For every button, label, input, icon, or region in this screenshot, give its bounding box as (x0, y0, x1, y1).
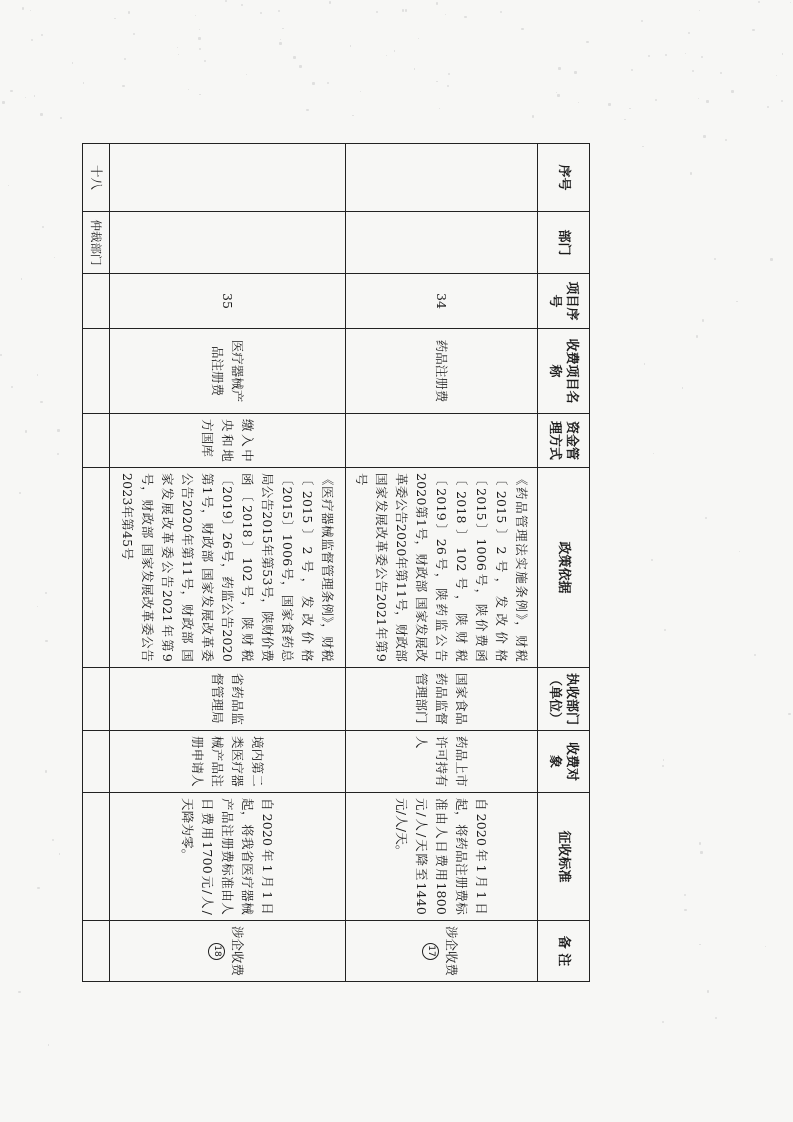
scan-speck (685, 53, 686, 54)
scan-speck (736, 301, 738, 303)
scan-speck (662, 1021, 664, 1023)
cell-standard (83, 793, 110, 921)
header-fund-mgmt: 资金管理方式 (538, 414, 590, 468)
scan-speck (10, 90, 13, 93)
scan-speck (682, 387, 683, 388)
scan-speck (663, 759, 664, 760)
scan-speck (37, 374, 39, 376)
scan-speck (641, 20, 642, 21)
scan-speck (59, 853, 60, 854)
scan-speck (707, 990, 709, 992)
scan-speck (45, 640, 48, 643)
scan-speck (293, 56, 296, 59)
scan-speck (781, 100, 783, 102)
scan-speck (445, 14, 446, 15)
cell-seq (346, 144, 538, 212)
cell-seq (110, 144, 346, 212)
scan-speck (699, 10, 700, 11)
cell-remarks (346, 921, 538, 982)
scan-speck (8, 185, 9, 186)
scan-speck (376, 11, 378, 13)
scan-speck (124, 58, 126, 60)
scan-speck (688, 32, 690, 34)
scan-speck (246, 74, 247, 75)
scan-speck (500, 11, 502, 13)
cell-fund-mgmt (346, 414, 538, 468)
scan-speck (45, 592, 47, 594)
scan-speck (662, 765, 664, 767)
scan-speck (698, 98, 699, 99)
scan-speck (241, 4, 243, 6)
cell-target (83, 731, 110, 793)
cell-standard: 自2020年1月1日起，将我省医疗器械产品注册费标准由人日费用1700元/人/天降为零。 (110, 793, 346, 921)
scan-speck (684, 909, 687, 912)
scan-speck (405, 9, 407, 11)
scan-speck (556, 92, 557, 93)
header-row (538, 144, 590, 982)
scan-speck (25, 97, 26, 98)
scan-speck (701, 56, 702, 57)
scan-speck (195, 15, 197, 17)
scan-speck (690, 172, 693, 175)
scan-speck (765, 946, 766, 947)
scan-speck (19, 492, 21, 494)
scan-speck (199, 94, 201, 96)
scan-speck (558, 67, 561, 70)
scan-speck (436, 81, 438, 83)
scan-speck (45, 770, 47, 772)
cell-dept: 仲裁部门 (83, 212, 110, 274)
scan-speck (702, 319, 705, 322)
scan-speck (2, 101, 5, 104)
header-item-name: 收费项目名称 (538, 329, 590, 414)
scan-speck (52, 839, 54, 841)
scan-speck (57, 429, 60, 432)
scan-speck (128, 11, 130, 13)
scan-speck (790, 2, 791, 3)
cell-fund-mgmt (83, 414, 110, 468)
scan-speck (700, 851, 702, 853)
scan-speck (72, 62, 73, 63)
scan-speck (631, 69, 633, 71)
scan-speck (414, 68, 415, 69)
scan-speck (653, 453, 654, 454)
scan-speck (655, 99, 657, 101)
scan-speck (48, 1044, 49, 1045)
scan-speck (40, 401, 42, 403)
fee-table (82, 143, 590, 982)
scan-speck (57, 453, 59, 455)
scan-speck (696, 335, 699, 338)
remarks-text: 涉企收费 (230, 926, 246, 977)
scan-speck (739, 551, 740, 552)
header-target: 收费对象 (538, 731, 590, 793)
scan-speck (692, 70, 694, 72)
cell-item-name: 医疗器械产品注册费 (110, 329, 346, 414)
circled-note-number: 18 (209, 943, 226, 960)
cell-target: 药品上市许可持有人 (346, 731, 538, 793)
cell-item-no (83, 274, 110, 329)
scan-speck (699, 842, 702, 845)
scan-speck (34, 95, 35, 96)
cell-target: 境内第二类医疗器械产品注册申请人 (110, 731, 346, 793)
scan-speck (464, 16, 466, 18)
header-basis: 政策依据 (538, 468, 590, 668)
cell-fund-mgmt: 缴入中央和地方国库 (110, 414, 346, 468)
scan-speck (715, 1017, 717, 1019)
scan-speck (644, 363, 646, 365)
scan-speck (31, 39, 33, 41)
cell-remarks (83, 921, 110, 982)
scan-speck (282, 28, 284, 30)
scan-speck (352, 115, 353, 116)
scan-speck (758, 1, 760, 3)
scan-speck (204, 60, 206, 62)
scan-speck (327, 82, 329, 84)
cell-dept (346, 212, 538, 274)
scan-speck (0, 354, 2, 356)
scan-speck (21, 278, 22, 279)
scan-speck (703, 135, 706, 138)
scan-speck (394, 50, 395, 51)
circled-note-number: 17 (423, 943, 440, 960)
cell-dept (110, 212, 346, 274)
scan-speck (350, 45, 351, 46)
scan-speck (30, 10, 31, 11)
rotated-table-container (85, 143, 590, 981)
scan-speck (788, 713, 791, 716)
cell-seq: 十八 (83, 144, 110, 212)
scan-speck (42, 226, 44, 228)
scan-speck (386, 55, 387, 56)
scan-speck (557, 94, 560, 97)
cell-item-no: 35 (110, 274, 346, 329)
header-seq: 序号 (538, 144, 590, 212)
scan-speck (278, 10, 281, 13)
cell-remarks (110, 921, 346, 982)
scan-speck (705, 517, 708, 520)
scan-speck (447, 85, 449, 87)
scan-speck (608, 103, 611, 106)
scan-speck (586, 41, 589, 44)
cell-item-name: 药品注册费 (346, 329, 538, 414)
scan-speck (122, 85, 124, 87)
scan-speck (83, 82, 84, 83)
scan-speck (578, 102, 579, 103)
scan-speck (279, 42, 282, 45)
scan-speck (521, 28, 523, 30)
table-row (346, 144, 538, 982)
scan-speck (360, 91, 361, 92)
scan-speck (752, 29, 754, 31)
scan-speck (720, 72, 722, 74)
scan-speck (706, 100, 709, 103)
scan-speck (402, 9, 405, 12)
header-dept: 部门 (538, 212, 590, 274)
scan-speck (574, 71, 577, 74)
scan-speck (329, 1, 332, 4)
scan-speck (731, 90, 734, 93)
scan-speck (418, 38, 419, 39)
scan-speck (280, 39, 281, 40)
table-row (110, 144, 346, 982)
scan-speck (725, 139, 727, 141)
scan-speck (624, 119, 625, 120)
scan-speck (177, 47, 178, 48)
scan-speck (260, 12, 262, 14)
cell-agency: 国家食品药品监督管理部门 (346, 668, 538, 731)
scan-speck (306, 109, 308, 111)
scan-speck (448, 73, 449, 74)
scan-speck (114, 18, 116, 20)
scan-speck (312, 82, 314, 84)
scan-speck (41, 34, 43, 36)
scan-speck (782, 53, 783, 54)
scan-speck (199, 48, 201, 50)
scan-speck (22, 7, 24, 9)
header-item-no: 项目序号 (538, 274, 590, 329)
scan-speck (439, 108, 440, 109)
scan-speck (629, 108, 631, 110)
scan-speck (199, 29, 200, 30)
scan-speck (532, 115, 535, 118)
cell-item-no: 34 (346, 274, 538, 329)
cell-basis: 《药品管理法实施条例》，财税〔2015〕2号，发改价格〔2015〕1006号，陕价费函〔2018〕102号，陕财税〔2019〕26号，陕药监公告2020第1号，财政部 国家发展改革委公告2020年第11号，财政部 国家发展改革委公告2021年第9号 (346, 468, 538, 668)
scan-speck (754, 654, 757, 657)
scan-speck (684, 894, 686, 896)
scan-speck (767, 106, 769, 108)
scan-speck (699, 944, 700, 945)
scan-speck (37, 606, 38, 607)
scan-speck (37, 887, 39, 889)
cell-item-name (83, 329, 110, 414)
scan-speck (299, 65, 302, 68)
scan-speck (198, 37, 201, 40)
scan-speck (188, 89, 189, 90)
header-agency: 执收部门（单位） (538, 668, 590, 731)
scan-speck (665, 54, 667, 56)
scan-speck (40, 113, 43, 116)
header-standard: 征收标准 (538, 793, 590, 921)
scan-speck (648, 55, 650, 57)
scan-speck (18, 991, 20, 993)
scan-speck (770, 258, 773, 261)
cell-basis (83, 468, 110, 668)
scan-speck (225, 0, 227, 2)
remarks-text: 涉企收费 (444, 926, 460, 977)
scan-speck (25, 430, 28, 433)
scan-speck (436, 2, 439, 5)
scan-speck (60, 117, 62, 119)
scan-speck (776, 75, 777, 76)
scan-speck (714, 258, 716, 260)
scan-speck (54, 257, 55, 258)
header-remarks: 备 注 (538, 921, 590, 982)
cell-basis: 《医疗器械监督管理条例》，财税〔2015〕2号，发改价格〔2015〕1006号，国家食药总局公告2015年第53号，陕财价费函〔2018〕102号，陕财税〔2019〕26号，药监公告2020第1号，财政部 国家发展改革委公告2020年第11号，财政部 国家发展改革委公告2021年第9号，财政部 国家发展改革委公告2023年第45号 (110, 468, 346, 668)
scan-speck (642, 146, 644, 148)
scan-speck (651, 559, 652, 560)
scan-speck (11, 386, 13, 388)
scan-speck (664, 629, 666, 631)
table-row (83, 144, 110, 982)
scan-speck (133, 33, 135, 35)
cell-agency: 省药品监督管理局 (110, 668, 346, 731)
cell-agency (83, 668, 110, 731)
scan-speck (178, 54, 179, 55)
cell-standard: 自2020年1月1日起，将药品注册费标准由人日费用1800元/人/天降至1440元/人/天。 (346, 793, 538, 921)
